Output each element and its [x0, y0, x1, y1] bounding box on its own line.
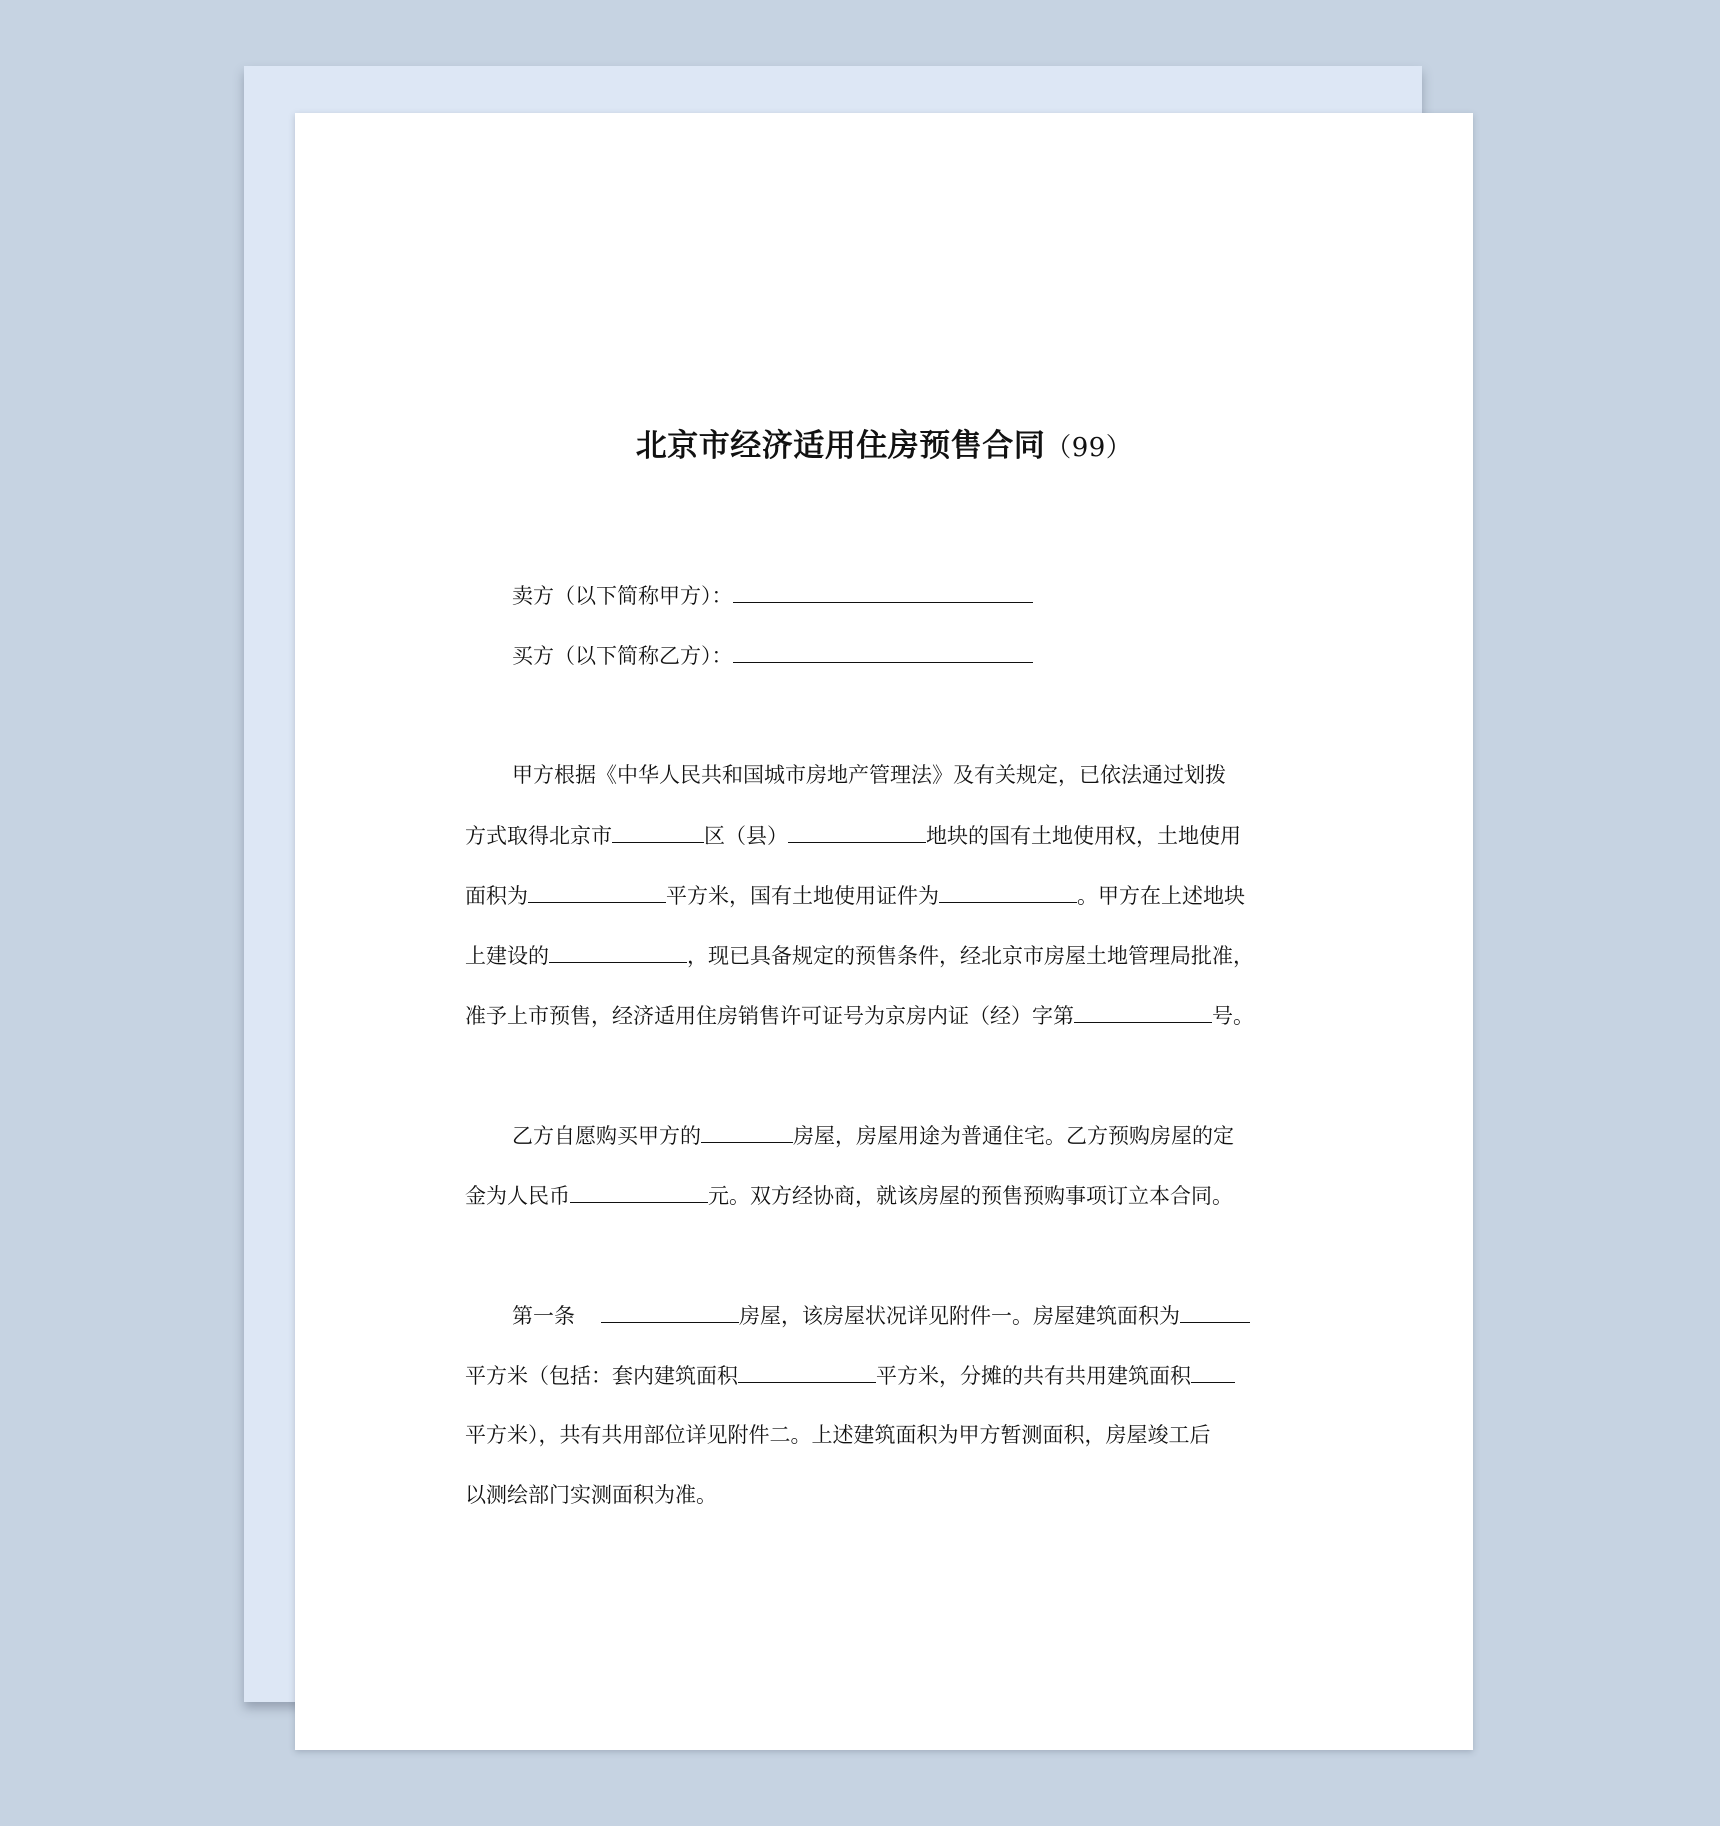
text: 区（县） [704, 824, 788, 848]
article1-line2 [465, 1357, 1305, 1394]
house-blank [701, 1117, 793, 1143]
text: 面积为 [465, 884, 528, 908]
text: 。甲方在上述地块 [1077, 884, 1245, 908]
paragraph2-line2 [465, 1177, 1305, 1214]
article1-line1 [512, 1297, 1352, 1334]
land-area-blank [528, 877, 666, 903]
paragraph1-line3 [465, 877, 1305, 914]
text: 平方米，国有土地使用证件为 [666, 884, 939, 908]
buyer-blank [733, 637, 1033, 663]
article1-line4 [465, 1477, 1305, 1513]
title-suffix: （99） [1045, 433, 1133, 463]
text: 平方米，分摊的共有共用建筑面积 [876, 1364, 1191, 1388]
text: 房屋，该房屋状况详见附件一。房屋建筑面积为 [739, 1304, 1180, 1328]
paragraph1-line2 [465, 817, 1305, 854]
text: 金为人民币 [465, 1184, 570, 1208]
shared-area-blank [1191, 1357, 1235, 1383]
article-number: 第一条 [512, 1304, 575, 1328]
text: 以测绘部门实测面积为准。 [465, 1483, 717, 1507]
buyer-line [512, 637, 1352, 674]
paragraph2-line1 [512, 1117, 1352, 1154]
seller-line [512, 577, 1352, 614]
text: 乙方自愿购买甲方的 [512, 1124, 701, 1148]
text: 方式取得北京市 [465, 824, 612, 848]
building-area-blank [1180, 1297, 1250, 1323]
paragraph1-line1 [512, 757, 1352, 793]
text: 上建设的 [465, 944, 549, 968]
text: ，现已具备规定的预售条件，经北京市房屋土地管理局批准， [687, 944, 1254, 968]
text: 平方米），共有共用部位详见附件二。上述建筑面积为甲方暂测面积，房屋竣工后 [465, 1423, 1211, 1447]
project-blank [549, 937, 687, 963]
title-text: 北京市经济适用住房预售合同 [635, 428, 1046, 464]
license-number-blank [1074, 997, 1212, 1023]
article1-house-blank [601, 1297, 739, 1323]
document-page [295, 113, 1473, 1750]
deposit-blank [570, 1177, 708, 1203]
inner-area-blank [738, 1357, 876, 1383]
paragraph1-line4 [465, 937, 1305, 974]
article1-line3 [465, 1417, 1305, 1453]
text: 房屋，房屋用途为普通住宅。乙方预购房屋的定 [793, 1124, 1234, 1148]
land-cert-blank [939, 877, 1077, 903]
text: 号。 [1212, 1004, 1254, 1028]
plot-blank [788, 817, 926, 843]
text: 平方米（包括：套内建筑面积 [465, 1364, 738, 1388]
text: 地块的国有土地使用权，土地使用 [926, 824, 1241, 848]
seller-label: 卖方（以下简称甲方）： [512, 584, 733, 608]
district-blank [612, 817, 704, 843]
text: 元。双方经协商，就该房屋的预售预购事项订立本合同。 [708, 1184, 1233, 1208]
text: 甲方根据《中华人民共和国城市房地产管理法》及有关规定，已依法通过划拨 [512, 763, 1226, 787]
buyer-label: 买方（以下简称乙方）： [512, 644, 733, 668]
seller-blank [733, 577, 1033, 603]
document-title [295, 422, 1473, 472]
text: 准予上市预售，经济适用住房销售许可证号为京房内证（经）字第 [465, 1004, 1074, 1028]
paragraph1-line5 [465, 997, 1305, 1034]
